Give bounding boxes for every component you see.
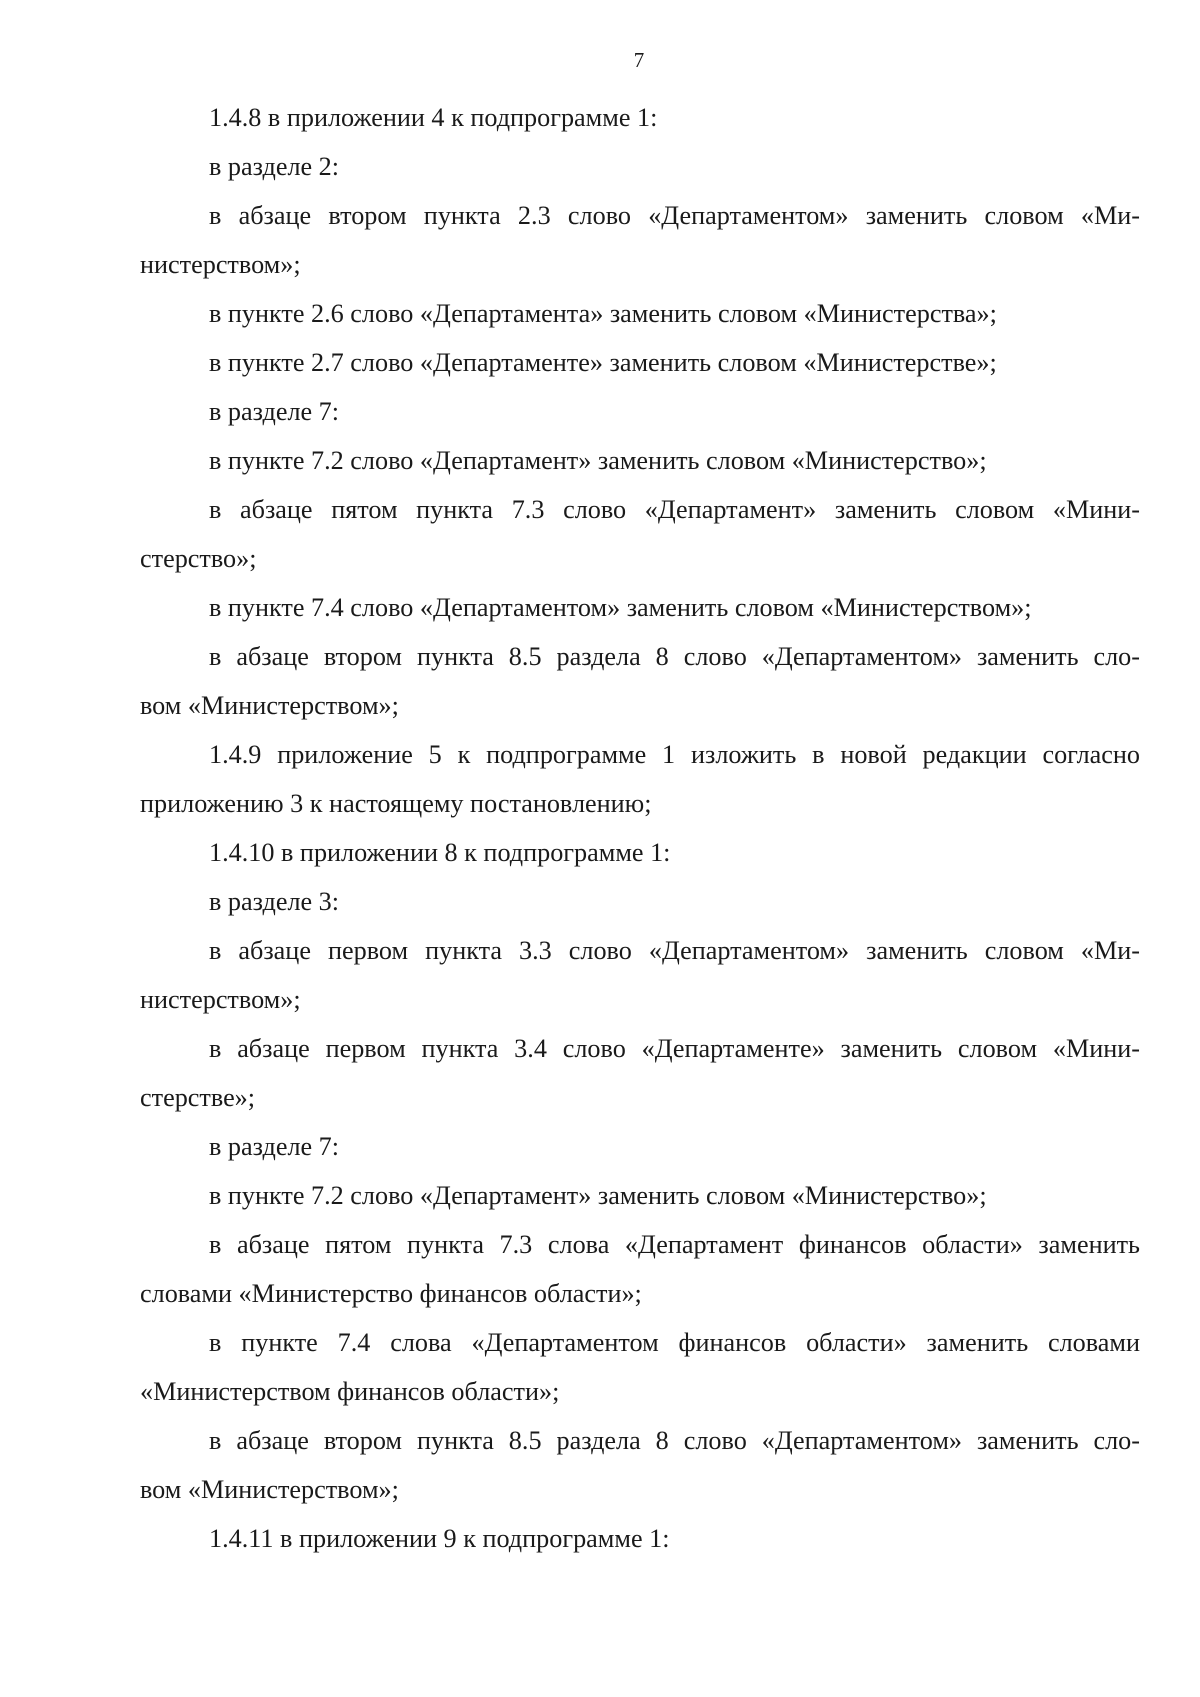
paragraph-line: в абзаце первом пункта 3.3 слово «Департаментом» заменить словом «Ми- bbox=[209, 936, 1140, 965]
paragraph-line: в абзаце втором пункта 2.3 слово «Департаментом» заменить словом «Ми- bbox=[209, 201, 1140, 230]
paragraph bbox=[140, 436, 1140, 485]
paragraph-line: в пункте 7.4 слово «Департаментом» заменить словом «Министерством»; bbox=[209, 593, 1032, 622]
paragraph bbox=[140, 1514, 1140, 1563]
paragraph-line: в разделе 7: bbox=[209, 1132, 340, 1161]
paragraph-line: 1.4.9 приложение 5 к подпрограмме 1 изложить в новой редакции согласно bbox=[209, 740, 1140, 769]
paragraph bbox=[140, 877, 1140, 926]
paragraph bbox=[140, 1024, 1140, 1122]
paragraph-line: «Министерством финансов области»; bbox=[140, 1377, 560, 1406]
paragraph-line: в абзаце пятом пункта 7.3 слова «Департамент финансов области» заменить bbox=[209, 1230, 1140, 1259]
paragraph-line: в абзаце втором пункта 8.5 раздела 8 слово «Департаментом» заменить сло- bbox=[209, 1426, 1140, 1455]
page-number: 7 bbox=[633, 48, 645, 72]
paragraph bbox=[140, 828, 1140, 877]
paragraph bbox=[140, 1416, 1140, 1514]
paragraph-line: словами «Министерство финансов области»; bbox=[140, 1279, 642, 1308]
paragraph bbox=[140, 142, 1140, 191]
paragraph-line: в абзаце пятом пункта 7.3 слово «Департамент» заменить словом «Мини- bbox=[209, 495, 1140, 524]
paragraph-line: в пункте 2.7 слово «Департаменте» заменить словом «Министерстве»; bbox=[209, 348, 997, 377]
paragraph bbox=[140, 730, 1140, 828]
paragraph-line: в пункте 7.4 слова «Департаментом финансов области» заменить словами bbox=[209, 1328, 1140, 1357]
paragraph-line: стерстве»; bbox=[140, 1083, 256, 1112]
paragraph-line: в абзаце первом пункта 3.4 слово «Департаменте» заменить словом «Мини- bbox=[209, 1034, 1140, 1063]
paragraph-line: в разделе 2: bbox=[209, 152, 340, 181]
paragraph-line: в пункте 7.2 слово «Департамент» заменить словом «Министерство»; bbox=[209, 1181, 987, 1210]
paragraph bbox=[140, 289, 1140, 338]
paragraph-line: нистерством»; bbox=[140, 250, 301, 279]
paragraph bbox=[140, 338, 1140, 387]
paragraph-line: вом «Министерством»; bbox=[140, 691, 399, 720]
document-body bbox=[140, 93, 1140, 1563]
paragraph-line: в разделе 3: bbox=[209, 887, 340, 916]
paragraph bbox=[140, 583, 1140, 632]
paragraph bbox=[140, 191, 1140, 289]
paragraph-line: вом «Министерством»; bbox=[140, 1475, 399, 1504]
paragraph-line: в абзаце втором пункта 8.5 раздела 8 слово «Департаментом» заменить сло- bbox=[209, 642, 1140, 671]
paragraph bbox=[140, 1318, 1140, 1416]
paragraph-line: 1.4.8 в приложении 4 к подпрограмме 1: bbox=[209, 103, 658, 132]
paragraph-line: в пункте 7.2 слово «Департамент» заменить словом «Министерство»; bbox=[209, 446, 987, 475]
paragraph bbox=[140, 926, 1140, 1024]
paragraph bbox=[140, 485, 1140, 583]
paragraph-line: нистерством»; bbox=[140, 985, 301, 1014]
paragraph-line: приложению 3 к настоящему постановлению; bbox=[140, 789, 652, 818]
paragraph bbox=[140, 387, 1140, 436]
paragraph-line: 1.4.11 в приложении 9 к подпрограмме 1: bbox=[209, 1524, 670, 1553]
paragraph bbox=[140, 93, 1140, 142]
paragraph-line: в разделе 7: bbox=[209, 397, 340, 426]
paragraph-line: в пункте 2.6 слово «Департамента» заменить словом «Министерства»; bbox=[209, 299, 997, 328]
paragraph bbox=[140, 1171, 1140, 1220]
paragraph bbox=[140, 632, 1140, 730]
paragraph-line: стерство»; bbox=[140, 544, 257, 573]
paragraph bbox=[140, 1122, 1140, 1171]
paragraph-line: 1.4.10 в приложении 8 к подпрограмме 1: bbox=[209, 838, 671, 867]
paragraph bbox=[140, 1220, 1140, 1318]
